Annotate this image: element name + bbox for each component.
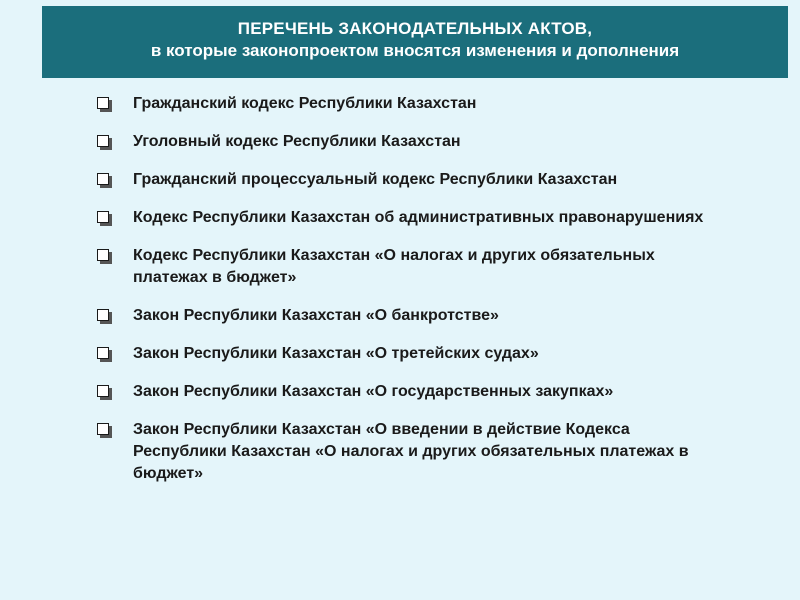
list-item: [97, 343, 717, 365]
checkbox-icon: [97, 211, 109, 223]
list-item: [97, 245, 717, 289]
title-line-1: ПЕРЕЧЕНЬ ЗАКОНОДАТЕЛЬНЫХ АКТОВ,: [237, 19, 593, 38]
list-item: [97, 381, 717, 403]
checkbox-icon: [97, 347, 109, 359]
checkbox-icon: [97, 249, 109, 261]
checkbox-icon: [97, 309, 109, 321]
list-item-text: Закон Республики Казахстан «О третейских судах»: [133, 345, 539, 362]
list-item: [97, 305, 717, 327]
list-item-text: Закон Республики Казахстан «О банкротстве»: [133, 307, 499, 324]
list-item-text: Гражданский кодекс Республики Казахстан: [133, 95, 477, 112]
list-item: [97, 93, 717, 115]
list-item: [97, 419, 717, 485]
title-banner: [42, 6, 788, 78]
list-item: [97, 169, 717, 191]
list-item-text: Уголовный кодекс Республики Казахстан: [133, 133, 461, 150]
list-item-text: Закон Республики Казахстан «О введении в действие Кодекса Республики Казахстан «О налогах и других обязательных платежах в бюджет»: [133, 421, 689, 482]
checkbox-icon: [97, 423, 109, 435]
list-item: [97, 207, 717, 229]
title-line-2: в которые законопроектом вносятся изменения и дополнения: [150, 41, 680, 60]
list-item: [97, 131, 717, 153]
checkbox-icon: [97, 385, 109, 397]
checkbox-icon: [97, 173, 109, 185]
checkbox-icon: [97, 97, 109, 109]
list-item-text: Гражданский процессуальный кодекс Республики Казахстан: [133, 171, 618, 188]
checkbox-icon: [97, 135, 109, 147]
list-item-text: Закон Республики Казахстан «О государственных закупках»: [133, 383, 614, 400]
list-item-text: Кодекс Республики Казахстан «О налогах и других обязательных платежах в бюджет»: [133, 247, 655, 286]
list-item-text: Кодекс Республики Казахстан об административных правонарушениях: [133, 209, 704, 226]
legislative-acts-list: [97, 93, 717, 501]
